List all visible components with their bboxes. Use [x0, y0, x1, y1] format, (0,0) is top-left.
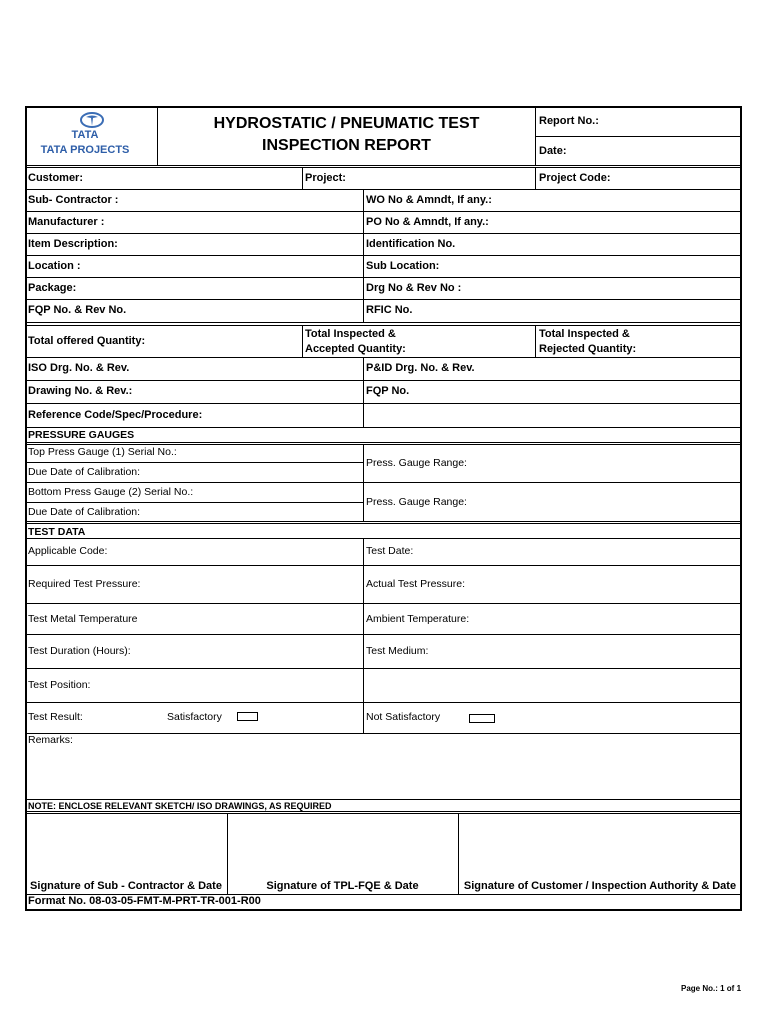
po-no-label: PO No & Amndt, If any.: [366, 216, 489, 228]
divider [25, 565, 742, 566]
identification-no-label: Identification No. [366, 238, 456, 250]
applicable-code-label: Applicable Code: [28, 545, 108, 557]
divider [25, 277, 742, 278]
fqp-no-rev-label: FQP No. & Rev No. [28, 304, 127, 316]
divider [25, 427, 742, 428]
due-date-2-label: Due Date of Calibration: [28, 506, 141, 518]
accepted-qty-label-2: Accepted Quantity: [305, 343, 406, 355]
report-no-label: Report No.: [539, 115, 599, 127]
logo-brand: TATA [71, 129, 99, 141]
report-title-line2: INSPECTION REPORT [262, 137, 431, 154]
divider [25, 403, 742, 404]
reference-code-label: Reference Code/Spec/Procedure: [28, 409, 203, 421]
sub-location-label: Sub Location: [366, 260, 440, 272]
fqp-no-label: FQP No. [366, 385, 410, 397]
divider [363, 444, 364, 522]
tpl-fqe-signature-label: Signature of TPL-FQE & Date [266, 880, 419, 892]
divider [25, 325, 742, 326]
item-description-label: Item Description: [28, 238, 118, 250]
sub-contractor-label: Sub- Contractor : [28, 194, 119, 206]
customer-signature-label: Signature of Customer / Inspection Authority & Date [463, 880, 737, 892]
divider [363, 357, 364, 428]
project-label: Project: [305, 172, 346, 184]
divider [25, 538, 742, 539]
due-date-1-label: Due Date of Calibration: [28, 466, 141, 478]
divider [25, 357, 742, 358]
divider [25, 482, 742, 483]
metal-temp-label: Test Metal Temperature [28, 613, 138, 625]
gauge-range-2-label: Press. Gauge Range: [366, 496, 467, 508]
top-gauge-serial-label: Top Press Gauge (1) Serial No.: [28, 446, 177, 458]
satisfactory-label: Satisfactory [167, 711, 222, 723]
divider [25, 189, 742, 190]
divider [25, 813, 742, 814]
ambient-temp-label: Ambient Temperature: [366, 613, 470, 625]
divider [25, 299, 742, 300]
rejected-qty-label-1: Total Inspected & [539, 328, 630, 340]
pressure-gauges-heading: PRESSURE GAUGES [28, 429, 135, 441]
divider [25, 811, 742, 812]
test-data-heading: TEST DATA [28, 526, 86, 538]
divider [25, 521, 742, 522]
divider [302, 168, 303, 189]
divider [25, 233, 742, 234]
divider [535, 136, 742, 137]
manufacturer-label: Manufacturer : [28, 216, 105, 228]
total-offered-label: Total offered Quantity: [28, 335, 146, 347]
actual-pressure-label: Actual Test Pressure: [366, 578, 466, 590]
divider [25, 502, 363, 503]
divider [25, 523, 742, 524]
divider [25, 462, 363, 463]
pid-drg-label: P&ID Drg. No. & Rev. [366, 362, 475, 374]
bottom-gauge-serial-label: Bottom Press Gauge (2) Serial No.: [28, 486, 194, 498]
divider [25, 603, 742, 604]
test-result-label: Test Result: [28, 711, 83, 723]
project-code-label: Project Code: [539, 172, 611, 184]
divider [535, 326, 536, 357]
location-label: Location : [28, 260, 81, 272]
gauge-range-1-label: Press. Gauge Range: [366, 457, 467, 469]
remarks-label: Remarks: [28, 734, 73, 746]
divider [25, 733, 742, 734]
not-satisfactory-checkbox[interactable] [469, 714, 495, 723]
duration-label: Test Duration (Hours): [28, 645, 131, 657]
test-date-label: Test Date: [366, 545, 414, 557]
page-number: Page No.: 1 of 1 [681, 984, 742, 993]
divider [25, 702, 742, 703]
position-label: Test Position: [28, 679, 91, 691]
iso-drg-label: ISO Drg. No. & Rev. [28, 362, 130, 374]
tata-emblem-icon [80, 112, 104, 128]
divider [25, 442, 742, 443]
required-pressure-label: Required Test Pressure: [28, 578, 141, 590]
rejected-qty-label-2: Rejected Quantity: [539, 343, 637, 355]
accepted-qty-label-1: Total Inspected & [305, 328, 396, 340]
customer-label: Customer: [28, 172, 84, 184]
divider [25, 668, 742, 669]
divider [25, 380, 742, 381]
note-text: NOTE: ENCLOSE RELEVANT SKETCH/ ISO DRAWINGS, AS REQUIRED [28, 801, 332, 811]
drg-no-label: Drg No & Rev No : [366, 282, 462, 294]
divider [25, 255, 742, 256]
wo-no-label: WO No & Amndt, If any.: [366, 194, 492, 206]
sub-contractor-signature-label: Signature of Sub - Contractor & Date [30, 880, 222, 892]
report-title-line1: HYDROSTATIC / PNEUMATIC TEST [213, 115, 480, 132]
drawing-no-label: Drawing No. & Rev.: [28, 385, 133, 397]
divider [25, 322, 742, 323]
divider [25, 444, 742, 445]
format-no: Format No. 08-03-05-FMT-M-PRT-TR-001-R00 [28, 895, 261, 907]
tata-logo [26, 108, 157, 164]
date-label: Date: [539, 145, 567, 157]
divider [363, 538, 364, 734]
divider [25, 167, 742, 168]
satisfactory-checkbox[interactable] [237, 712, 258, 721]
divider [25, 634, 742, 635]
divider [302, 326, 303, 357]
logo-company: TATA PROJECTS [40, 144, 130, 156]
package-label: Package: [28, 282, 77, 294]
divider [25, 211, 742, 212]
divider [25, 165, 742, 166]
rfic-no-label: RFIC No. [366, 304, 413, 316]
divider [535, 168, 536, 189]
medium-label: Test Medium: [366, 645, 429, 657]
not-satisfactory-label: Not Satisfactory [366, 711, 441, 723]
